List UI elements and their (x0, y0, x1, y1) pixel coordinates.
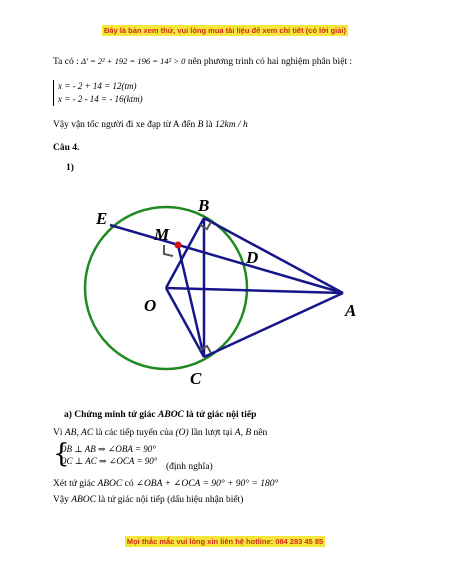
part-a-heading: a) Chứng minh tứ giác ABOC là tứ giác nội tiếp (64, 410, 257, 420)
preview-banner: Đây là bản xem thử, vui lòng mua tài liệu để xem chi tiết (có lời giải) (103, 26, 347, 35)
question-heading: Câu 4. (53, 143, 80, 153)
definition-note: (định nghĩa) (166, 462, 213, 472)
final-conclusion: Vậy ABOC là tứ giác nội tiếp (dấu hiệu nhận biết) (53, 495, 244, 505)
label-m: M (154, 225, 170, 244)
solution-2: x = - 2 - 14 = - 16(ktm) (58, 94, 143, 104)
label-a: A (345, 301, 357, 320)
line-c-a (204, 293, 343, 357)
line-o-c (166, 288, 204, 357)
delta-expression: Δ' = 2² + 192 = 196 = 14² > 0 (81, 56, 186, 66)
perpendicular-system: { OB ⊥ AB ⇒ ∠OBA = 90° OC ⊥ AC ⇒ ∠OCA = 90° (53, 439, 158, 469)
system-line-2: OC ⊥ AC ⇒ ∠OCA = 90° (60, 456, 158, 466)
point-m (175, 242, 182, 249)
label-e: E (96, 209, 108, 228)
tangent-statement: Vì AB, AC là các tiếp tuyến của (O) lần lượt tại A, B nên (53, 428, 268, 438)
quadrilateral-sum: Xét tứ giác ABOC có ∠OBA + ∠OCA = 90° + 90° = 180° (53, 479, 279, 489)
delta-line: Ta có : Δ' = 2² + 192 = 196 = 14² > 0 nên phương trình có hai nghiệm phân biệt : (53, 56, 353, 67)
label-o: O (144, 296, 157, 315)
right-angle-m (164, 245, 173, 256)
system-line-1: OB ⊥ AB ⇒ ∠OBA = 90° (60, 444, 156, 454)
hotline-banner: Mọi thắc mắc vui lòng xin liên hệ hotline: 084 283 45 85 (126, 537, 324, 546)
line-b-a (204, 218, 343, 293)
label-d: D (246, 248, 259, 267)
part-number: 1) (66, 163, 74, 173)
label-c: C (190, 369, 202, 388)
label-b: B (198, 196, 210, 215)
line-o-a (166, 288, 343, 293)
line-m-c (178, 245, 204, 357)
speed-conclusion: Vậy vận tốc người đi xe đạp từ A đến B là 12km / h (53, 120, 248, 130)
solution-1: x = - 2 + 14 = 12(tm) (58, 81, 137, 91)
